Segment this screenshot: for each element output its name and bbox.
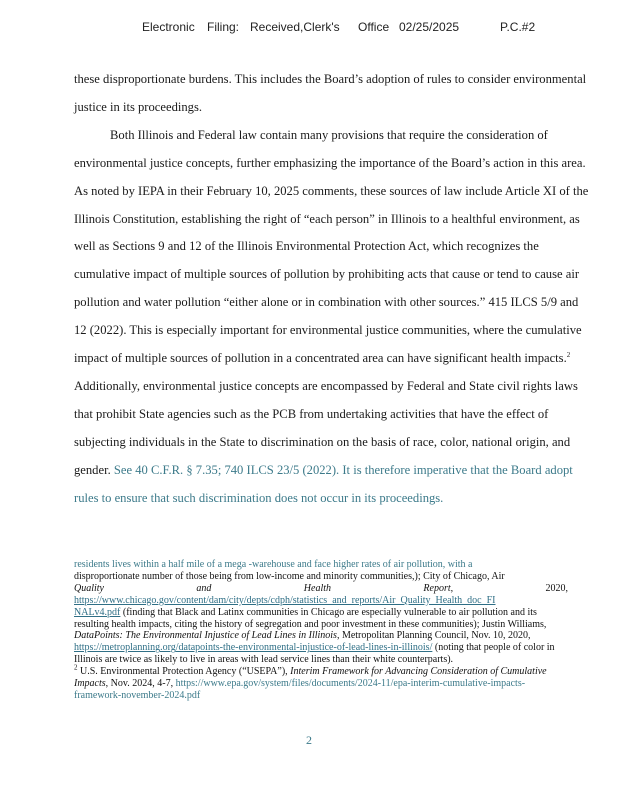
metroplanning-link[interactable]: https://metroplanning.org/datapoints-the-environmental-injustice-of-lead-lines-in-illinois/: [74, 642, 433, 654]
footnote-ref-2[interactable]: 2: [566, 350, 571, 359]
footnote-1-report-line: [74, 583, 568, 595]
header-date: 02/25/2025: [399, 20, 460, 34]
body-text: [74, 66, 594, 513]
chicago-report-link-end[interactable]: NALv4.pdf: [74, 606, 121, 618]
paragraph-2-text-a: Both Illinois and Federal law contain many provisions that require the consideration of environmental justice concepts, further emphasizing the importance of the Board’s action in this area. As noted by IEPA in their February 10, 2025 comments, these sources of law include Article XI of the Illinois Constitution, establishing the right of “each person” in Illinois to a healthful environment, as well as Sections 9 and 12 of the Illinois Environmental Protection Act, which recognizes the cumulative impact of multiple sources of pollution by prohibiting acts that cause or tend to cause air pollution and water pollution “either alone or in combination with other sources.” 415 ILCS 5/9 and 12 (2022). This is especially important for environmental justice communities, where the cumulative impact of multiple sources of pollution in a concentrated area can have significant health impacts.: [74, 127, 589, 366]
header-filing: Filing:: [207, 20, 240, 34]
page-number: 2: [306, 733, 312, 747]
paragraph-2: [74, 122, 594, 513]
footnote-1-url-line: [74, 595, 568, 607]
paragraph-1: these disproportionate burdens. This includes the Board’s adoption of rules to consider environmental justice in its proceedings.: [74, 72, 587, 114]
fn1-title2: DataPoints: The Environmental Injustice of Lead Lines in Illinois: [74, 630, 337, 642]
paragraph-2-text-c: See 40 C.F.R. § 7.35; 740 ILCS 23/5 (2022). It is therefore imperative that the Board adopt rules to ensure that such discrimination does not occur in its proceedings.: [74, 462, 573, 505]
footnote-1-body: [74, 607, 568, 667]
filing-header: [0, 20, 618, 38]
fn1-tail: (noting that people of color in Illinois are twice as likely to live in areas with lead service lines than their white counterparts).: [74, 642, 555, 666]
fn1-report: Report,: [423, 582, 454, 594]
fn2-text: U.S. Environmental Protection Agency (“USEPA”),: [77, 666, 291, 678]
header-received: Received,Clerk's: [250, 20, 340, 34]
footnote-1-line-1: residents lives within a half mile of a mega -warehouse and face higher rates of air pollution, with a: [74, 559, 473, 570]
header-pc: P.C.#2: [500, 20, 536, 34]
fn1-year: 2020,: [545, 582, 568, 594]
epa-framework-link[interactable]: https://www.epa.gov/system/files/documents/2024-11/epa-interim-cumulative-impacts-framework-november-2024.pdf: [74, 678, 526, 701]
fn1-and: and: [196, 582, 212, 594]
footnotes: [74, 559, 568, 702]
footnote-2: [74, 663, 568, 702]
fn2-title: Interim Framework for Advancing Consideration of Cumulative Impacts: [74, 666, 547, 690]
fn1-health: Health: [303, 582, 331, 594]
fn1-after-title2: , Metropolitan Planning Council, Nov. 10, 2020,: [336, 630, 531, 642]
fn1-after-url1: (finding that Black and Latinx communities in Chicago are especially vulnerable to air pollution and its resulting health impacts, citing the history of segregation and poor investment in these communities); Justin Williams,: [74, 606, 547, 630]
paragraph-2-text-b: Additionally, environmental justice concepts are encompassed by Federal and State civil rights laws that prohibit State agencies such as the PCB from undertaking activities that have the effect of subjecting individuals in the State to discrimination on the basis of race, color, national origin, and gender.: [74, 378, 578, 477]
header-electronic: Electronic: [142, 20, 195, 34]
header-office: Office: [358, 20, 390, 34]
footnote-1-line-2: disproportionate number of those being from low-income and minority communities,); City of Chicago, Air: [74, 570, 505, 582]
chicago-report-link[interactable]: https://www.chicago.gov/content/dam/city/depts/cdph/statistics_and_reports/Air_Quality_Health_doc_FI: [74, 594, 496, 606]
footnote-2-marker: 2: [74, 663, 78, 672]
fn2-after: , Nov. 2024, 4-7,: [105, 678, 176, 690]
fn1-quality: Quality: [74, 582, 104, 594]
